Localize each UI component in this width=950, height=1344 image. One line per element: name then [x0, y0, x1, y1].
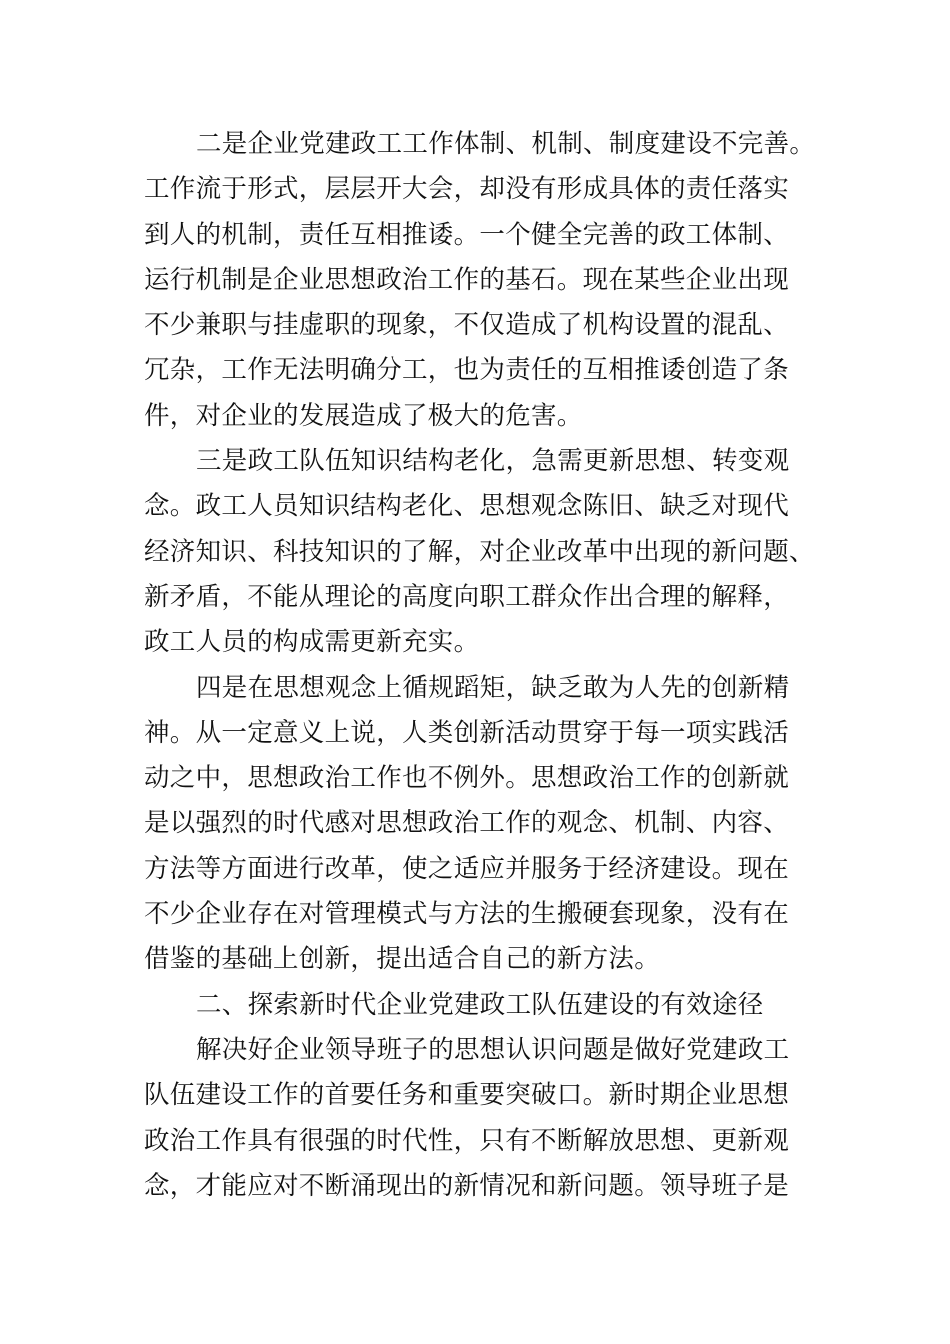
- text-line: 四是在思想观念上循规蹈矩，缺乏敢为人先的创新精: [196, 672, 790, 703]
- document-body: [144, 122, 816, 1209]
- text-line: 经济知识、科技知识的了解，对企业改革中出现的新问题、: [144, 536, 815, 567]
- text-line: 政治工作具有很强的时代性，只有不断解放思想、更新观: [144, 1125, 790, 1156]
- text-line: 政工人员的构成需更新充实。: [144, 627, 480, 658]
- text-line: 运行机制是企业思想政治工作的基石。现在某些企业出现: [144, 264, 790, 295]
- text-line: 队伍建设工作的首要任务和重要突破口。新时期企业思想: [144, 1080, 790, 1111]
- text-line: 不少企业存在对管理模式与方法的生搬硬套现象，没有在: [144, 899, 790, 930]
- text-line: 借鉴的基础上创新，提出适合自己的新方法。: [144, 944, 661, 975]
- text-line: 是以强烈的时代感对思想政治工作的观念、机制、内容、: [144, 808, 790, 839]
- text-line: 神。从一定意义上说，人类创新活动贯穿于每一项实践活: [144, 717, 790, 748]
- text-line: 冗杂，工作无法明确分工，也为责任的互相推诿创造了条: [144, 355, 790, 386]
- section-heading: 二、探索新时代企业党建政工队伍建设的有效途径: [196, 989, 764, 1020]
- text-line: 件，对企业的发展造成了极大的危害。: [144, 400, 583, 431]
- text-line: 新矛盾，不能从理论的高度向职工群众作出合理的解释，: [144, 581, 790, 612]
- text-line: 到人的机制，责任互相推诿。一个健全完善的政工体制、: [144, 219, 790, 250]
- text-line: 不少兼职与挂虚职的现象，不仅造成了机构设置的混乱、: [144, 310, 790, 341]
- text-line: 三是政工队伍知识结构老化，急需更新思想、转变观: [196, 446, 790, 477]
- text-line: 念。政工人员知识结构老化、思想观念陈旧、缺乏对现代: [144, 491, 790, 522]
- text-line: 工作流于形式，层层开大会，却没有形成具体的责任落实: [144, 174, 790, 205]
- text-line: 念，才能应对不断涌现出的新情况和新问题。领导班子是: [144, 1170, 790, 1201]
- text-line: 解决好企业领导班子的思想认识问题是做好党建政工: [196, 1034, 790, 1065]
- text-line: 二是企业党建政工工作体制、机制、制度建设不完善。: [196, 129, 816, 159]
- text-line: 方法等方面进行改革，使之适应并服务于经济建设。现在: [144, 853, 790, 884]
- text-line: 动之中，思想政治工作也不例外。思想政治工作的创新就: [144, 763, 790, 794]
